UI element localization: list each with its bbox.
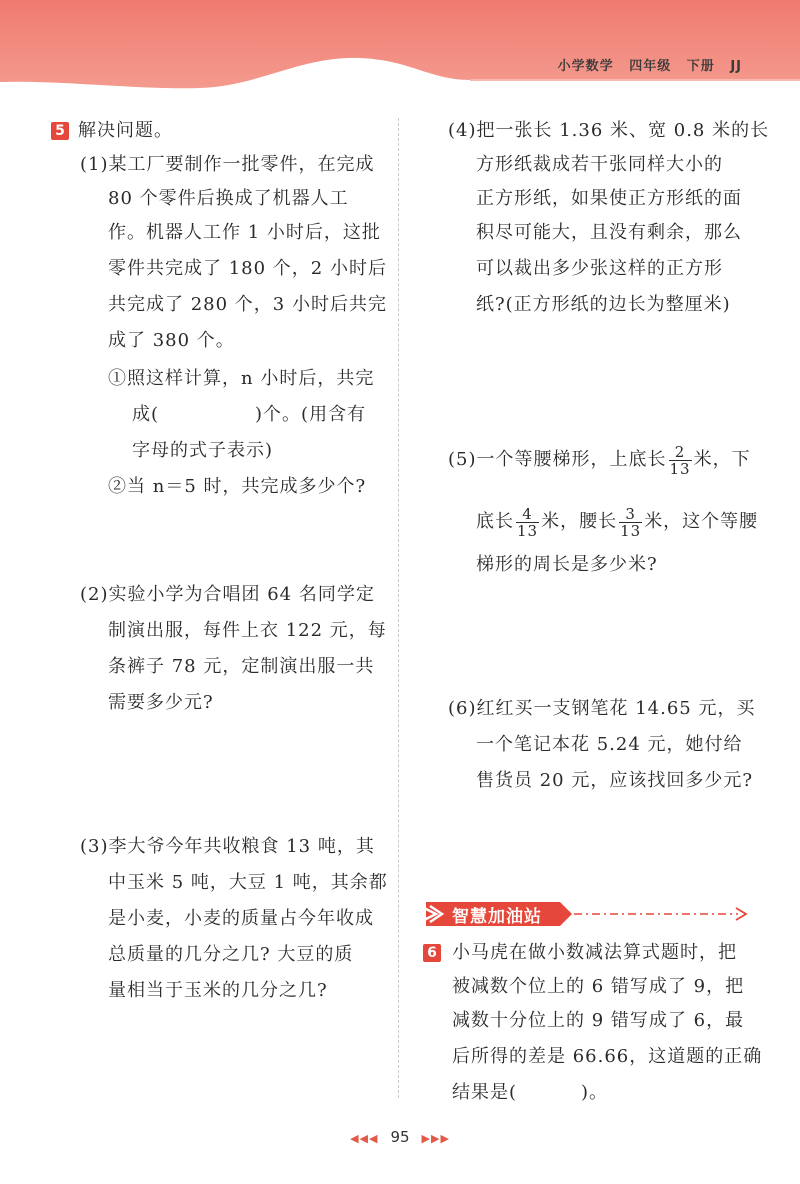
p3-line-3: 是小麦，小麦的质量占今年收成: [108, 908, 374, 929]
p1-line-2: 80 个零件后换成了机器人工: [108, 188, 349, 209]
header-band: [0, 0, 800, 95]
s6-line-1: 小马虎在做小数减法算式题时，把: [452, 942, 737, 963]
p6-line-3: 售货员 20 元，应该找回多少元?: [476, 770, 753, 791]
column-divider: [398, 118, 399, 1098]
header-grade: 四年级: [629, 59, 672, 74]
p5-f3-den: 13: [620, 521, 642, 540]
p2-line-2: 制演出服，每件上衣 122 元，每: [108, 620, 387, 641]
header-term: 下册: [686, 59, 715, 74]
header-info: [548, 55, 742, 74]
p2-line-4: 需要多少元?: [108, 692, 214, 713]
p1-line-1: (1)某工厂要制作一批零件，在完成: [80, 154, 375, 175]
p6-line-1: (6)红红买一支钢笔花 14.65 元，买: [448, 698, 756, 719]
p4-line-4: 积尽可能大，且没有剩余，那么: [476, 222, 742, 243]
p5-l2-mid: 米，腰长: [541, 511, 618, 532]
section-5-title: 解决问题。: [78, 120, 173, 141]
p4-line-5: 可以裁出多少张这样的正方形: [476, 258, 723, 279]
p3-line-1: (3)李大爷今年共收粮食 13 吨，其: [80, 836, 375, 857]
p3-line-5: 量相当于玉米的几分之几?: [108, 980, 328, 1001]
p5-line-3: 梯形的周长是多少米?: [476, 554, 658, 575]
p5-fraction-leg: [619, 506, 642, 539]
p4-line-2: 方形纸裁成若干张同样大小的: [476, 154, 723, 175]
p4-line-3: 正方形纸，如果使正方形纸的面: [476, 188, 742, 209]
p2-line-1: (2)实验小学为合唱团 64 名同学定: [80, 584, 375, 605]
p1-q1-line-1: ①照这样计算，n 小时后，共完: [108, 368, 375, 389]
section-6-badge: 6: [423, 944, 441, 962]
p5-l1-post: 米，下: [693, 449, 751, 470]
p2-line-3: 条裤子 78 元，定制演出服一共: [108, 656, 375, 677]
bonus-label: 智慧加油站: [452, 907, 542, 927]
p5-line-1: [448, 440, 751, 480]
p5-f2-num: 4: [516, 506, 539, 523]
p1-q1-post: )个。(用含有: [255, 404, 367, 425]
p5-l2-pre: 底长: [476, 511, 514, 532]
s6-last-pre: 结果是(: [452, 1082, 518, 1103]
p5-fraction-top-base: [669, 444, 692, 477]
left-arrows-icon: ◀◀◀: [350, 1132, 379, 1145]
section-5-badge: 5: [51, 122, 69, 140]
s6-line-5: [452, 1080, 608, 1106]
p5-line-2: [476, 502, 758, 542]
right-arrows-icon: ▶▶▶: [421, 1132, 450, 1145]
page-number: 95: [390, 1128, 410, 1146]
p5-f1-den: 13: [669, 459, 691, 478]
s6-line-3: 减数十分位上的 9 错写成了 6，最: [452, 1010, 745, 1031]
p5-f3-num: 3: [619, 506, 642, 523]
p1-line-3: 作。机器人工作 1 小时后，这批: [108, 222, 381, 243]
p1-q1-pre: 成(: [132, 404, 160, 425]
s6-line-2: 被减数个位上的 6 错写成了 9，把: [452, 976, 745, 997]
p1-line-4: 零件共完成了 180 个，2 小时后: [108, 258, 387, 279]
p3-line-4: 总质量的几分之几? 大豆的质: [108, 944, 354, 965]
p4-line-6: 纸?(正方形纸的边长为整厘米): [476, 294, 731, 315]
p1-line-5: 共完成了 280 个，3 小时后共完: [108, 294, 387, 315]
p5-f2-den: 13: [517, 521, 539, 540]
p5-l2-post: 米，这个等腰: [644, 511, 759, 532]
page-footer: [0, 1128, 800, 1146]
p1-q2: ②当 n＝5 时，共完成多少个?: [108, 476, 367, 497]
p5-fraction-bottom-base: [516, 506, 539, 539]
s6-line-4: 后所得的差是 66.66，这道题的正确: [452, 1046, 763, 1067]
p1-line-6: 成了 380 个。: [108, 330, 235, 351]
p1-q1-line-2: [132, 402, 366, 428]
p6-line-2: 一个笔记本花 5.24 元，她付给: [476, 734, 743, 755]
header-subject: 小学数学: [557, 59, 614, 74]
s6-last-post: )。: [581, 1082, 609, 1103]
p4-line-1: (4)把一张长 1.36 米、宽 0.8 米的长: [448, 120, 770, 141]
p5-f1-num: 2: [669, 444, 692, 461]
header-edition: JJ: [730, 59, 742, 74]
p3-line-2: 中玉米 5 吨，大豆 1 吨，其余都: [108, 872, 388, 893]
p5-l1-pre: (5)一个等腰梯形，上底长: [448, 449, 667, 470]
p1-q1-line-3: 字母的式子表示): [132, 440, 274, 461]
